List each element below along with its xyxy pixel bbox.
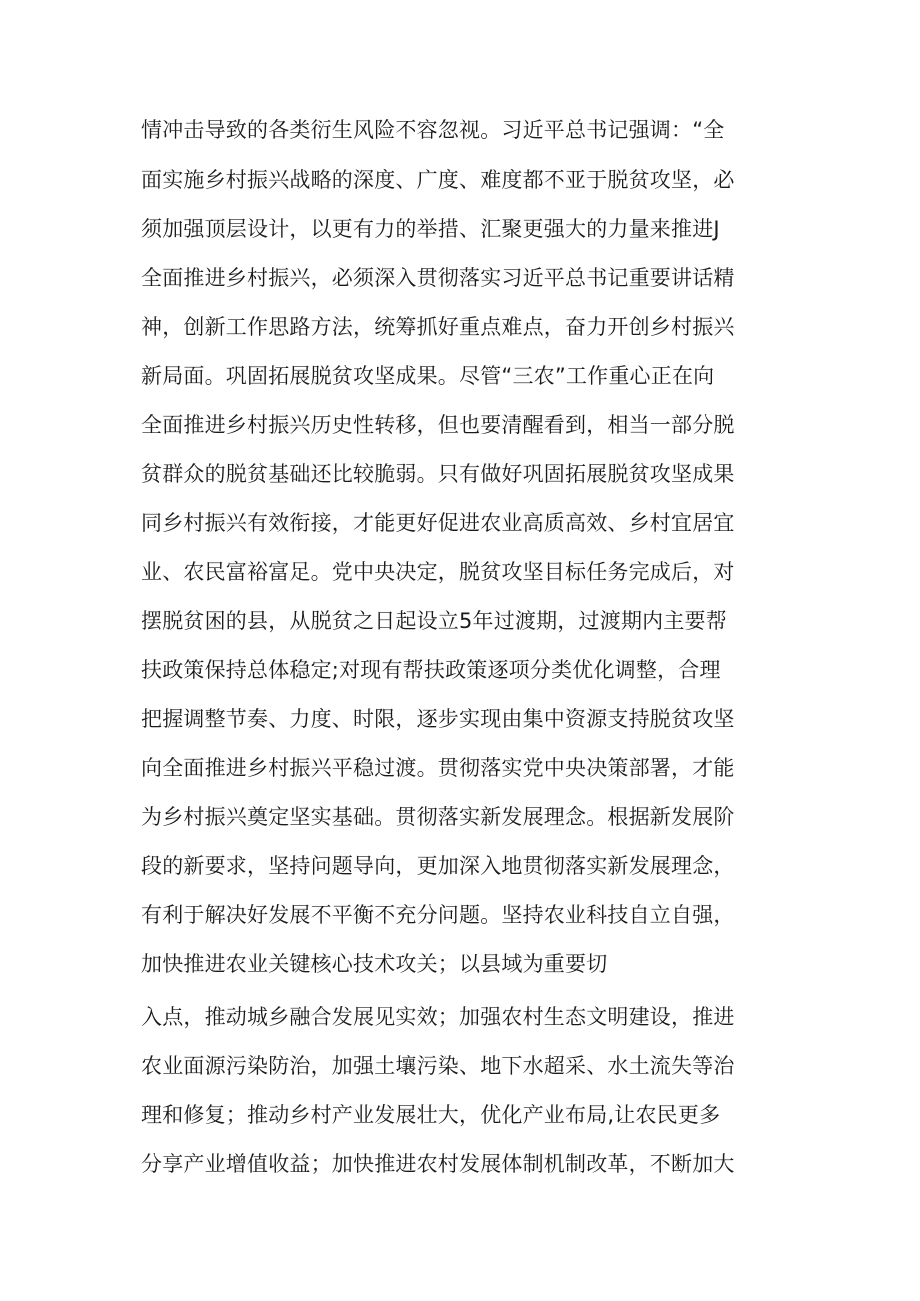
text-line: 全面推进乡村振兴历史性转移，但也要清醒看到，相当一部分脱 [141, 413, 735, 437]
text-line: 分享产业增值收益；加快推进农村发展体制机制改革，不断加大 [141, 1152, 735, 1176]
text-line: 全面推进乡村振兴，必须深入贯彻落实习近平总书记重要讲话精 [141, 266, 735, 290]
text-line: 加快推进农业关键核心技术攻关；以县域为重要切 [141, 952, 608, 976]
text-line: 段的新要求，坚持问题导向，更加深入地贯彻落实新发展理念， [141, 854, 735, 878]
text-line: 摆脱贫困的县，从脱贫之日起设立5年过渡期，过渡期内主要帮 [141, 609, 727, 633]
text-line: 入点，推动城乡融合发展见实效；加强农村生态文明建设，推进 [141, 1005, 735, 1029]
text-line: 神，创新工作思路方法，统筹抓好重点难点，奋力开创乡村振兴 [141, 315, 735, 339]
text-line: 同乡村振兴有效衔接，才能更好促进农业高质高效、乡村宜居宜 [141, 511, 735, 535]
text-line: 农业面源污染防治，加强土壤污染、地下水超采、水土流失等治 [141, 1054, 735, 1078]
text-line: 情冲击导致的各类衍生风险不容忽视。习近平总书记强调：“全 [141, 118, 725, 142]
text-line: 理和修复；推动乡村产业发展壮大，优化产业布局,让农民更多 [141, 1103, 721, 1127]
text-line: 面实施乡村振兴战略的深度、广度、难度都不亚于脱贫攻坚，必 [141, 168, 735, 192]
text-line: 有利于解决好发展不平衡不充分问题。坚持农业科技自立自强， [141, 903, 735, 927]
text-line: 扶政策保持总体稳定;对现有帮扶政策逐项分类优化调整，合理 [141, 658, 721, 682]
text-line: 贫群众的脱贫基础还比较脆弱。只有做好巩固拓展脱贫攻坚成果 [141, 462, 735, 486]
text-line: 须加强顶层设计，以更有力的举措、汇聚更强大的力量来推进J [141, 217, 720, 241]
text-line: 新局面。巩固拓展脱贫攻坚成果。尽管“三农”工作重心正在向 [141, 364, 715, 388]
text-line: 业、农民富裕富足。党中央决定，脱贫攻坚目标任务完成后，对 [141, 560, 735, 584]
text-line: 把握调整节奏、力度、时限，逐步实现由集中资源支持脱贫攻坚 [141, 707, 735, 731]
text-line: 为乡村振兴奠定坚实基础。贯彻落实新发展理念。根据新发展阶 [141, 805, 735, 829]
text-line: 向全面推进乡村振兴平稳过渡。贯彻落实党中央决策部署，才能 [141, 756, 735, 780]
